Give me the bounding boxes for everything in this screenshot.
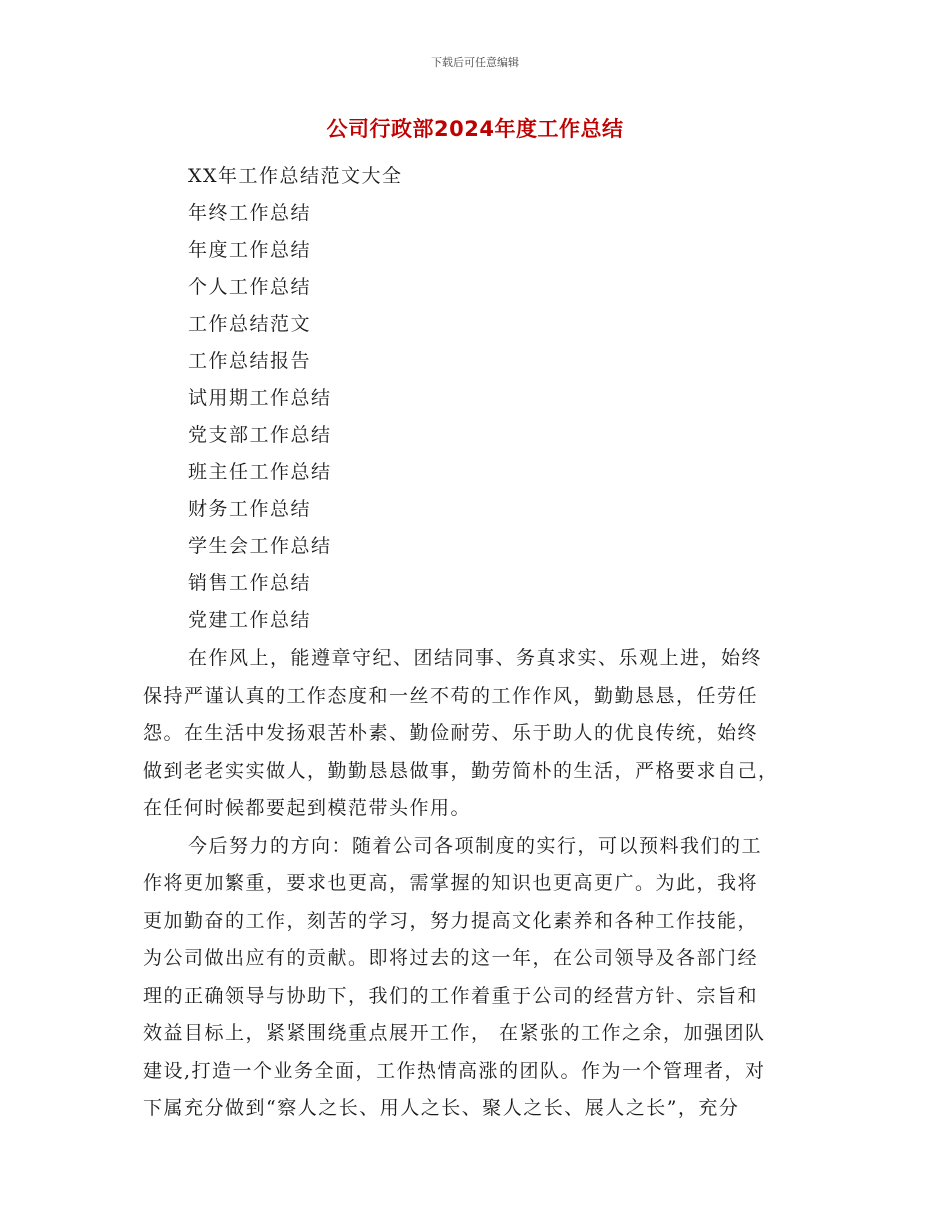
paragraph-line: 怨。在生活中发扬艰苦朴素、勤俭耐劳、乐于助人的优良传统，始终 — [143, 722, 759, 744]
list-item: 试用期工作总结 — [188, 387, 332, 409]
paragraph-line: 在作风上，能遵章守纪、团结同事、务真求实、乐观上进，始终 — [188, 647, 763, 669]
list-item: XX年工作总结范文大全 — [188, 165, 403, 187]
paragraph-line: 效益目标上，紧紧围绕重点展开工作， 在紧张的工作之余，加强团队 — [143, 1022, 766, 1044]
paragraph-line: 做到老老实实做人，勤勤恳恳做事，勤劳简朴的生活，严格要求自己， — [143, 759, 779, 782]
list-item: 工作总结范文 — [188, 313, 312, 335]
list-item: 工作总结报告 — [188, 350, 312, 372]
paragraph-line: 在任何时候都要起到模范带头作用。 — [143, 797, 472, 819]
paragraph-line: 建设,打造一个业务全面，工作热情高涨的团队。作为一个管理者，对 — [143, 1059, 766, 1082]
list-item: 年度工作总结 — [188, 239, 312, 261]
document-body — [143, 640, 815, 1128]
list-item: 财务工作总结 — [188, 498, 312, 520]
list-item: 年终工作总结 — [188, 202, 312, 224]
paragraph-line: 理的正确领导与协助下，我们的工作着重于公司的经营方针、宗旨和 — [143, 984, 759, 1007]
list-item: 党支部工作总结 — [188, 424, 332, 446]
summary-link-list — [188, 158, 403, 639]
list-item: 个人工作总结 — [188, 276, 312, 298]
paragraph-future-direction — [143, 828, 815, 1128]
list-item: 班主任工作总结 — [188, 461, 332, 483]
list-item: 销售工作总结 — [188, 572, 312, 594]
paragraph-line: 作将更加繁重，要求也更高，需掌握的知识也更高更广。为此，我将 — [143, 872, 759, 894]
paragraph-line: 今后努力的方向：随着公司各项制度的实行，可以预料我们的工 — [188, 834, 763, 857]
paragraph-conduct — [143, 640, 815, 828]
paragraph-line: 保持严谨认真的工作态度和一丝不苟的工作作风，勤勤恳恳，任劳任 — [143, 684, 759, 707]
paragraph-line: 下属充分做到“察人之长、用人之长、聚人之长、展人之长”，充分 — [143, 1097, 740, 1119]
page-header-note: 下载后可任意编辑 — [431, 56, 519, 69]
list-item: 党建工作总结 — [188, 609, 312, 631]
list-item: 学生会工作总结 — [188, 535, 332, 557]
paragraph-line: 更加勤奋的工作，刻苦的学习，努力提高文化素养和各种工作技能， — [143, 909, 759, 932]
document-title: 公司行政部2024年度工作总结 — [326, 117, 624, 141]
paragraph-line: 为公司做出应有的贡献。即将过去的这一年，在公司领导及各部门经 — [143, 947, 759, 969]
